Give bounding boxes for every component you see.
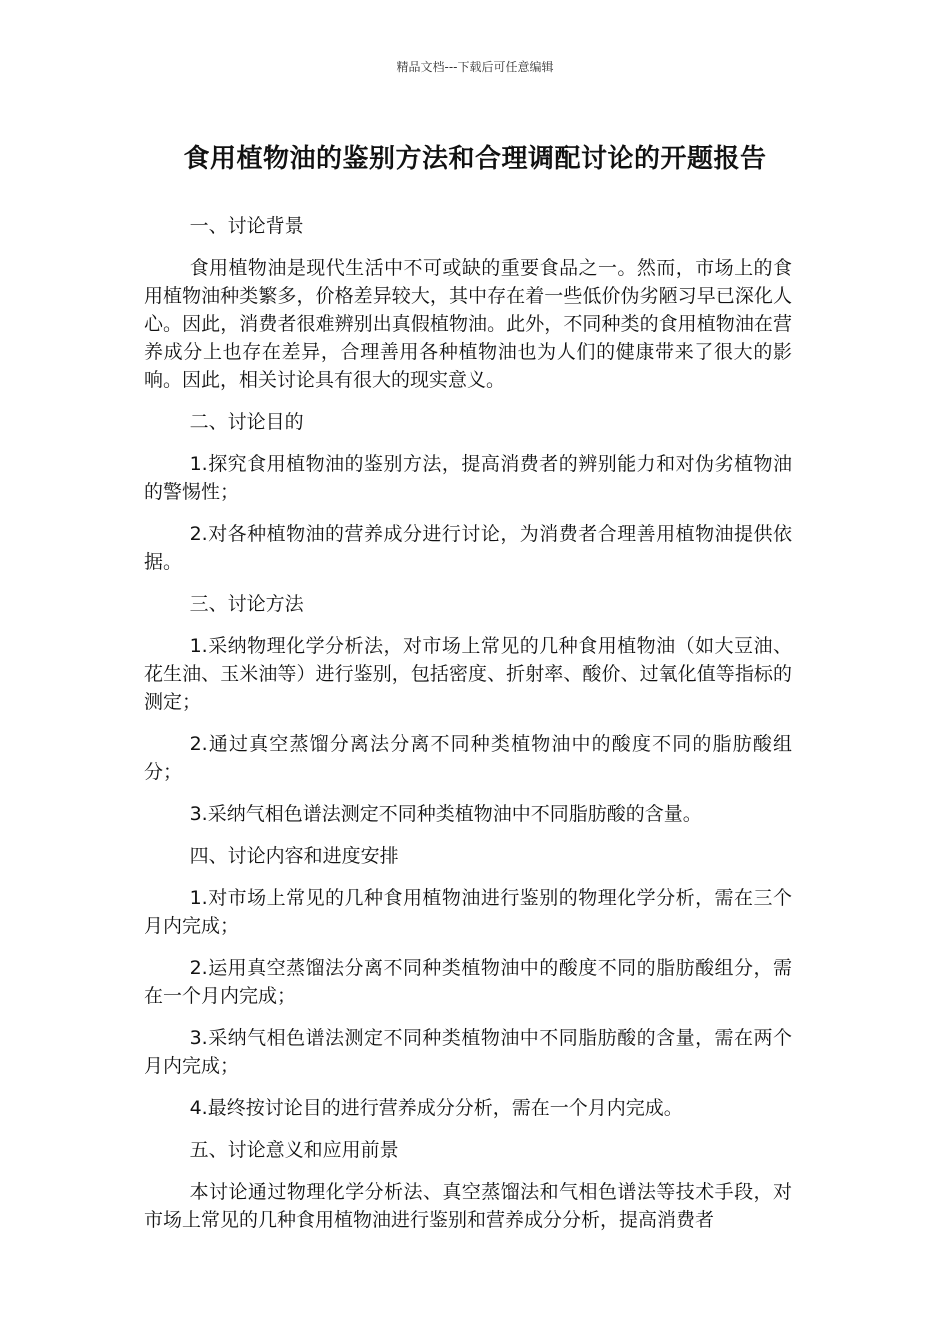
document-body	[144, 212, 792, 1248]
method-item-2: 2.通过真空蒸馏分离法分离不同种类植物油中的酸度不同的脂肪酸组分；	[144, 733, 792, 783]
section-heading-background: 一、讨论背景	[189, 215, 304, 237]
method-item-3: 3.采纳气相色谱法测定不同种类植物油中不同脂肪酸的含量。	[189, 803, 702, 825]
section-heading-schedule: 四、讨论内容和进度安排	[189, 845, 399, 867]
schedule-item-4: 4.最终按讨论目的进行营养成分分析，需在一个月内完成。	[189, 1097, 683, 1119]
schedule-item-2: 2.运用真空蒸馏法分离不同种类植物油中的酸度不同的脂肪酸组分，需在一个月内完成；	[144, 957, 792, 1007]
section-heading-methods: 三、讨论方法	[189, 593, 304, 615]
paragraph-significance: 本讨论通过物理化学分析法、真空蒸馏法和气相色谱法等技术手段，对市场上常见的几种食用植物油进行鉴别和营养成分分析，提高消费者	[144, 1181, 792, 1231]
purpose-item-2: 2.对各种植物油的营养成分进行讨论，为消费者合理善用植物油提供依据。	[144, 523, 792, 573]
method-item-1: 1.采纳物理化学分析法，对市场上常见的几种食用植物油（如大豆油、花生油、玉米油等）进行鉴别，包括密度、折射率、酸价、过氧化值等指标的测定；	[144, 635, 792, 713]
schedule-item-1: 1.对市场上常见的几种食用植物油进行鉴别的物理化学分析，需在三个月内完成；	[144, 887, 792, 937]
section-heading-significance: 五、讨论意义和应用前景	[189, 1139, 399, 1161]
section-heading-purpose: 二、讨论目的	[189, 411, 304, 433]
paragraph-background: 食用植物油是现代生活中不可或缺的重要食品之一。然而，市场上的食用植物油种类繁多，价格差异较大，其中存在着一些低价伪劣陋习早已深化人心。因此，消费者很难辨别出真假植物油。此外，不同种类的食用植物油在营养成分上也存在差异，合理善用各种植物油也为人们的健康带来了很大的影响。因此，相关讨论具有很大的现实意义。	[144, 257, 792, 391]
document-title: 食用植物油的鉴别方法和合理调配讨论的开题报告	[183, 144, 767, 174]
purpose-item-1: 1.探究食用植物油的鉴别方法，提高消费者的辨别能力和对伪劣植物油的警惕性；	[144, 453, 792, 503]
schedule-item-3: 3.采纳气相色谱法测定不同种类植物油中不同脂肪酸的含量，需在两个月内完成；	[144, 1027, 792, 1077]
header-note: 精品文档---下载后可任意编辑	[396, 60, 554, 74]
